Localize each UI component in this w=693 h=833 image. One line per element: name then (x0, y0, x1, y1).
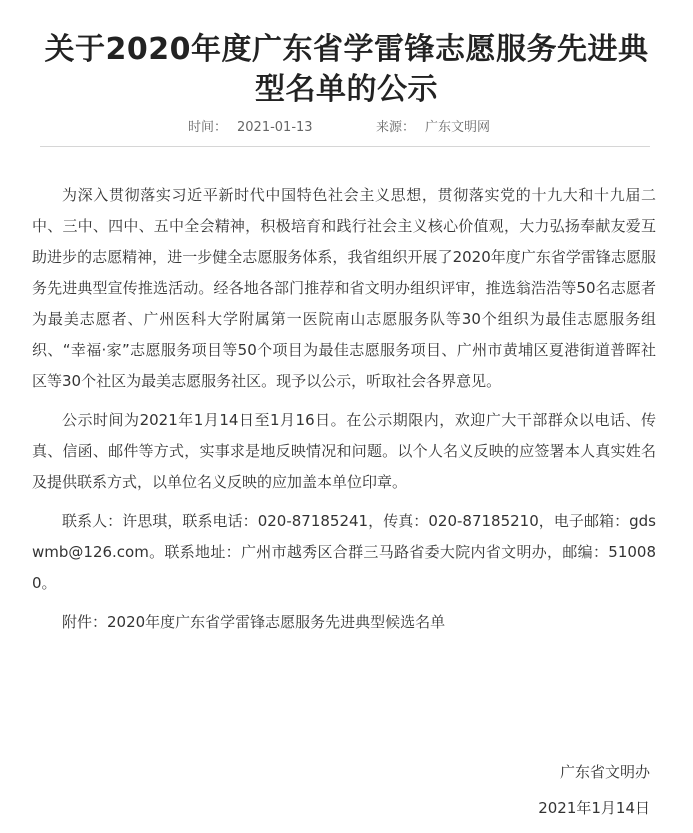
signature-org: 广东省文明办 (559, 763, 650, 781)
paragraph-notice-period: 公示时间为2021年1月14日至1月16日。在公示期限内，欢迎广大干部群众以电话、传真、信函、邮件等方式，实事求是地反映情况和问题。以个人名义反映的应签署本人真实姓名及提供联系方式，以单位名义反映的应加盖本单位印章。 (32, 411, 656, 491)
article-source-value: 广东文明网 (425, 120, 491, 135)
article-body (32, 180, 656, 638)
paragraph-contact: 联系人：许思琪，联系电话：020-87185241，传真：020-87185210，电子邮箱：gdswmb@126.com。联系地址：广州市越秀区合群三马路省委大院内省文明办，邮编：510080。 (32, 512, 656, 592)
title-divider (40, 146, 650, 147)
article-meta (0, 118, 693, 138)
signature-date: 2021年1月14日 (538, 799, 650, 817)
paragraph-attachment: 附件：2020年度广东省学雷锋志愿服务先进典型候选名单 (62, 613, 446, 631)
article-source-label: 来源： (376, 120, 416, 135)
publish-time-label: 时间： (188, 120, 228, 135)
article-title: 关于2020年度广东省学雷锋志愿服务先进典型名单的公示 (44, 32, 649, 107)
publish-time-value: 2021-01-13 (237, 120, 313, 135)
paragraph-intro: 为深入贯彻落实习近平新时代中国特色社会主义思想，贯彻落实党的十九大和十九届二中、三中、四中、五中全会精神，积极培育和践行社会主义核心价值观，大力弘扬奉献友爱互助进步的志愿精神，进一步健全志愿服务体系，我省组织开展了2020年度广东省学雷锋志愿服务先进典型宣传推选活动。经各地各部门推荐和省文明办组织评审，推选翁浩浩等50名志愿者为最美志愿者、广州医科大学附属第一医院南山志愿服务队等30个组织为最佳志愿服务组织、“幸福·家”志愿服务项目等50个项目为最佳志愿服务项目、广州市黄埔区夏港街道普晖社区等30个社区为最美志愿服务社区。现予以公示，听取社会各界意见。 (32, 186, 656, 390)
publish-time (188, 118, 313, 138)
article-source (376, 118, 490, 138)
